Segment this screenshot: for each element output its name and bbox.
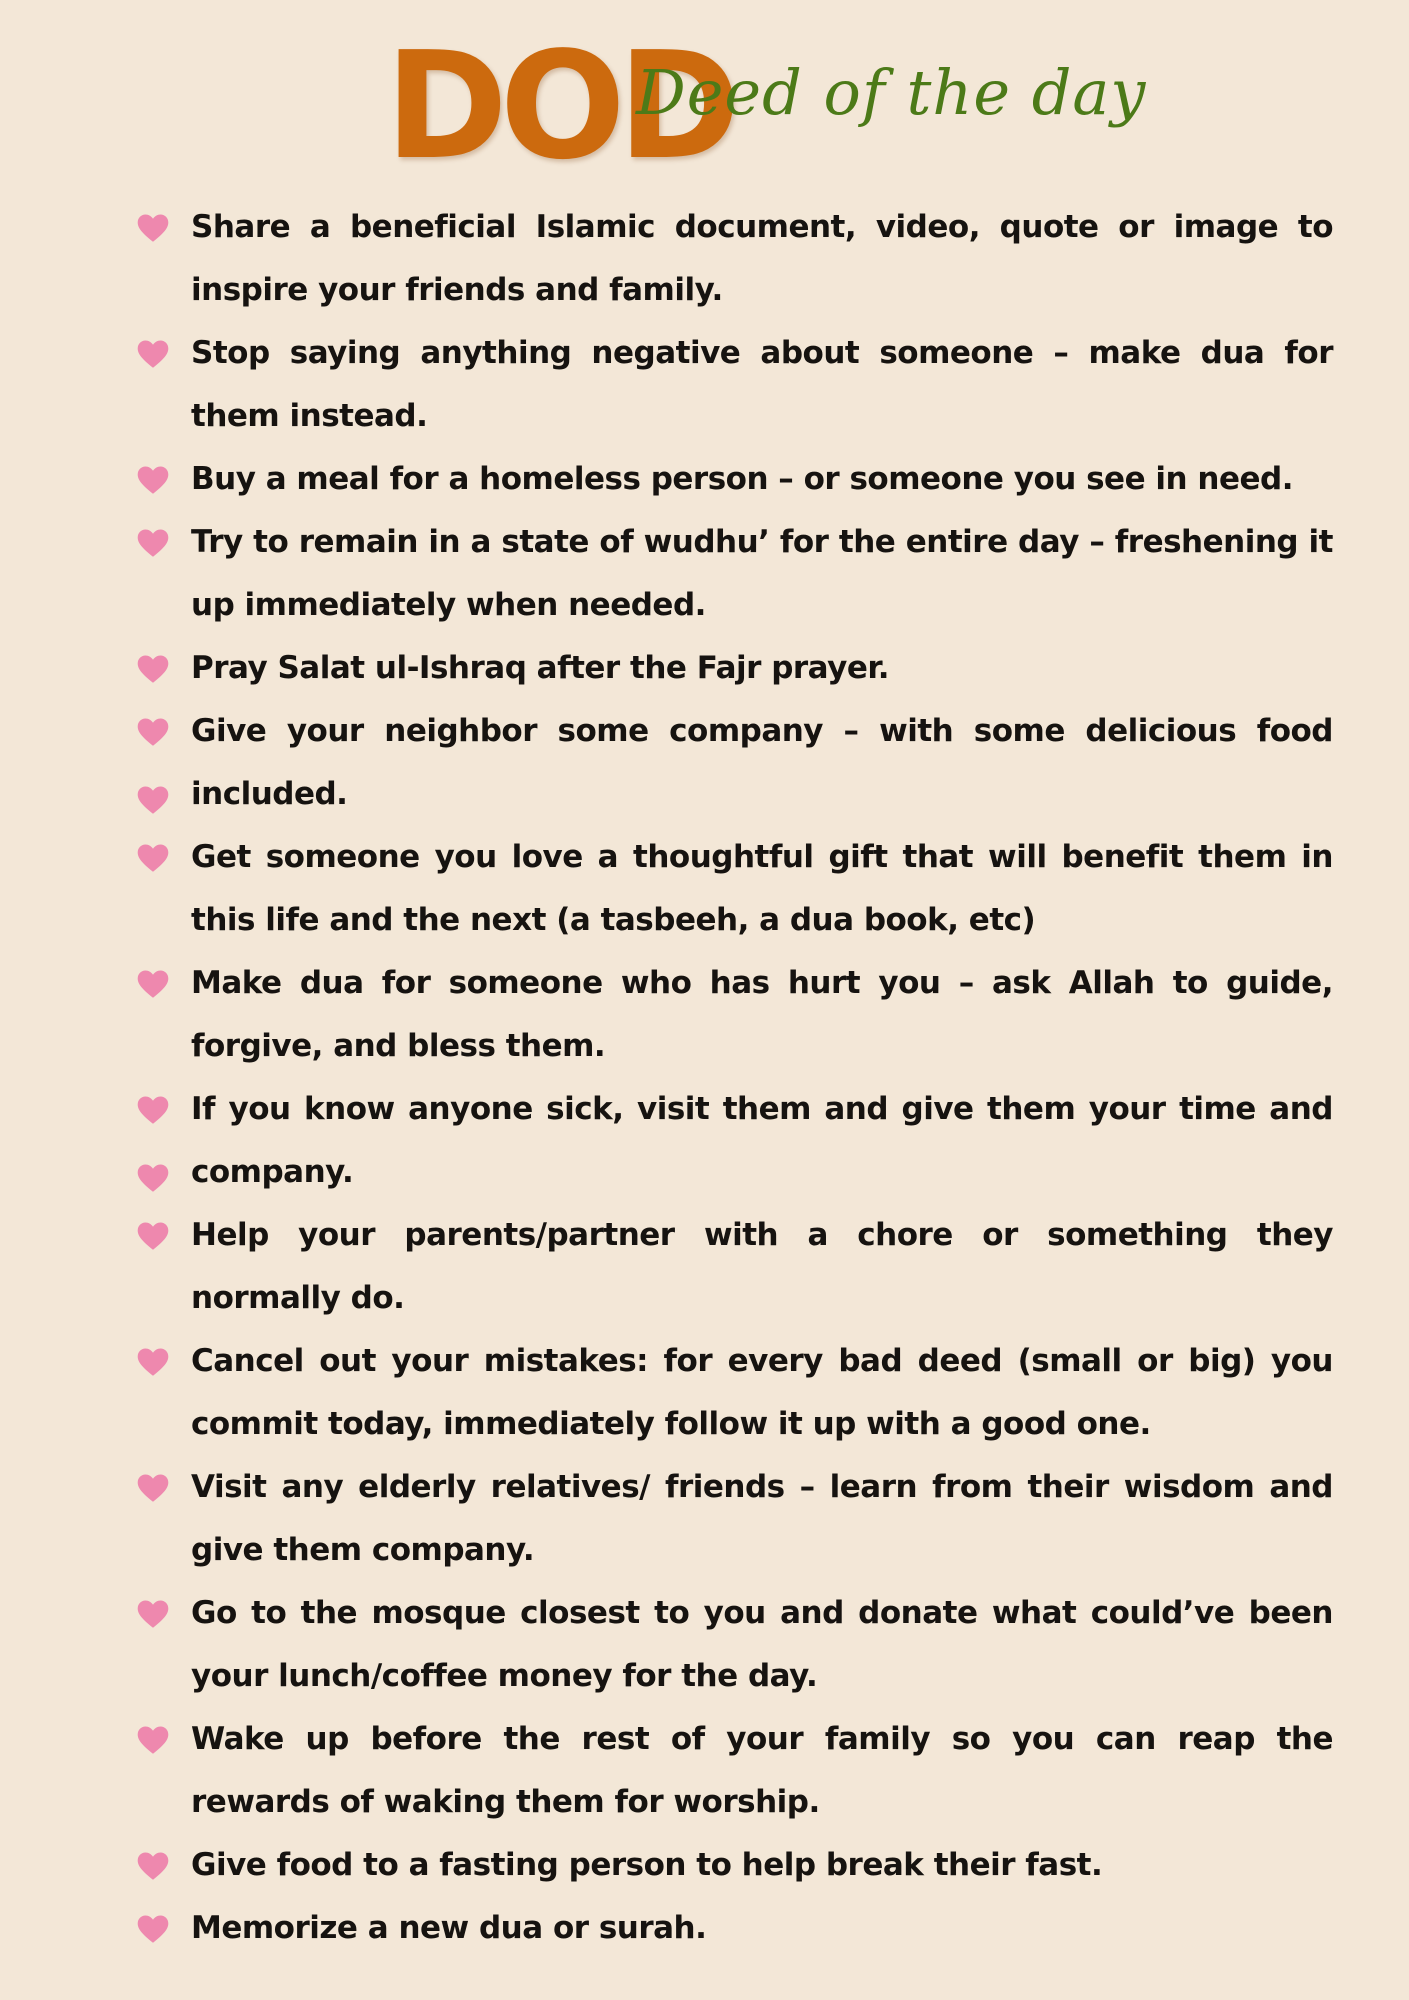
deed-text: Cancel out your mistakes: for every bad deed (small or big) you commit today, immediately follow it up with a good one. (191, 1343, 1333, 1442)
heart-icon (135, 336, 171, 372)
deed-item (191, 1330, 1333, 1456)
deed-text: Go to the mosque closest to you and donate what could’ve been your lunch/coffee money for the day. (191, 1595, 1333, 1694)
heart-icon (135, 1344, 171, 1380)
deed-text: Stop saying anything negative about someone – make dua for them instead. (191, 335, 1333, 434)
heart-icon (135, 1722, 171, 1758)
heart-icon (135, 1155, 171, 1191)
heart-icon (135, 840, 171, 876)
heart-icon (135, 777, 171, 813)
heart-icon (135, 525, 171, 561)
deed-item (191, 1834, 1333, 1897)
deed-item (191, 1456, 1333, 1582)
deed-item (191, 1897, 1333, 1960)
deed-item (191, 196, 1333, 322)
deed-text: Give your neighbor some company – with some delicious food included. (191, 713, 1333, 812)
deed-item (191, 1204, 1333, 1330)
heart-icon (135, 1218, 171, 1254)
deed-text: Make dua for someone who has hurt you – ask Allah to guide, forgive, and bless them. (191, 965, 1333, 1064)
deed-text: Pray Salat ul-Ishraq after the Fajr prayer. (191, 650, 890, 686)
deed-text: Memorize a new dua or surah. (191, 1910, 707, 1946)
heart-icon (135, 651, 171, 687)
deed-text: Share a beneficial Islamic document, video, quote or image to inspire your friends and family. (191, 209, 1333, 308)
deed-item (191, 1582, 1333, 1708)
deed-item (191, 637, 1333, 700)
deed-text: Buy a meal for a homeless person – or someone you see in need. (191, 461, 1293, 497)
deed-text: Give food to a fasting person to help break their fast. (191, 1847, 1103, 1883)
dod-logo: DOD (385, 20, 733, 192)
deed-item (191, 511, 1333, 637)
deed-text: Get someone you love a thoughtful gift that will benefit them in this life and the next (a tasbeeh, a dua book, etc) (191, 839, 1333, 938)
deed-item (191, 322, 1333, 448)
heart-icon (135, 1092, 171, 1128)
deed-text: Wake up before the rest of your family so you can reap the rewards of waking them for worship. (191, 1721, 1333, 1820)
deed-list (191, 196, 1333, 1960)
deed-item (191, 1708, 1333, 1834)
deed-item (191, 952, 1333, 1078)
header (0, 0, 1409, 190)
heart-icon (135, 714, 171, 750)
deed-item (191, 448, 1333, 511)
tagline: Deed of the day (636, 56, 1147, 129)
deed-item (191, 700, 1333, 826)
heart-icon (135, 966, 171, 1002)
deed-text: Try to remain in a state of wudhu’ for the entire day – freshening it up immediately when needed. (191, 524, 1333, 623)
deed-item (191, 826, 1333, 952)
heart-icon (135, 1848, 171, 1884)
heart-icon (135, 1470, 171, 1506)
heart-icon (135, 210, 171, 246)
deed-text: Help your parents/partner with a chore or something they normally do. (191, 1217, 1333, 1316)
heart-icon (135, 1596, 171, 1632)
deed-item (191, 1078, 1333, 1204)
heart-icon (135, 462, 171, 498)
heart-icon (135, 1911, 171, 1947)
deed-text: Visit any elderly relatives/ friends – learn from their wisdom and give them company. (191, 1469, 1333, 1568)
deed-text: If you know anyone sick, visit them and give them your time and company. (191, 1091, 1333, 1190)
